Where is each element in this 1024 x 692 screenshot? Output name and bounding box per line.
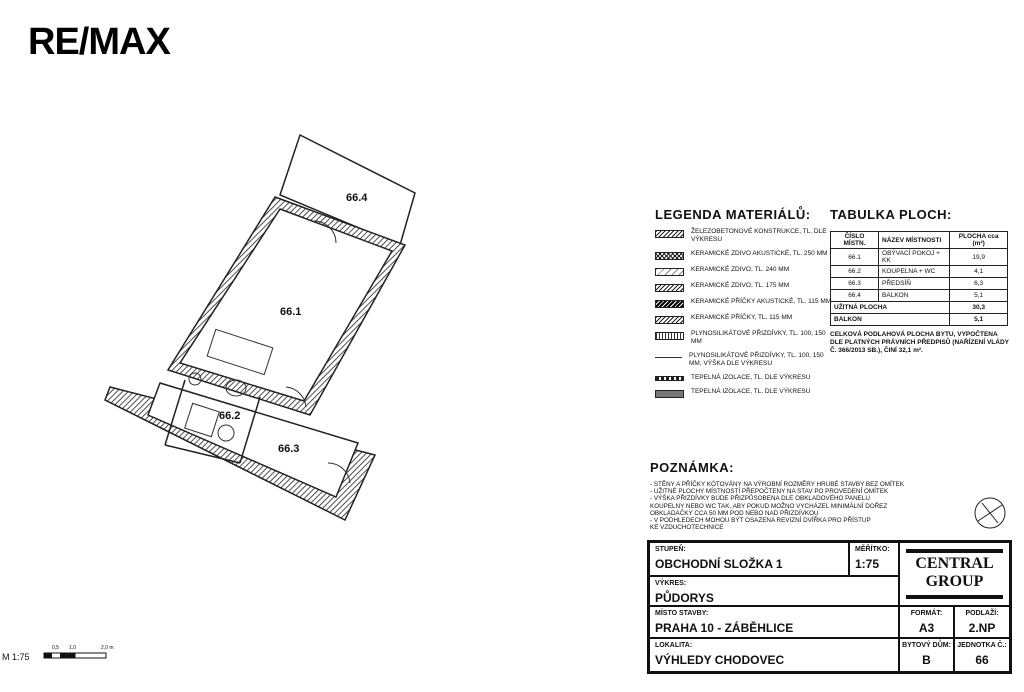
drawing-value: PŮDORYS (655, 591, 714, 605)
company-cell (899, 542, 1010, 606)
legend-item (655, 330, 835, 346)
floor-cell (954, 606, 1010, 638)
legend-item-label: TEPELNÁ IZOLACE, TL. DLE VÝKRESU (691, 374, 811, 381)
legend-swatch (655, 376, 684, 381)
scale-tick: 2,0 m (101, 645, 114, 651)
format-cell (899, 606, 954, 638)
balcony-value: 5,1 (950, 314, 1008, 326)
col-header-area: PLOCHA cca (m²) (950, 232, 1008, 249)
room-name: PŘEDSÍŇ (879, 278, 950, 290)
site-label: MÍSTO STAVBY: (655, 610, 709, 617)
room-label: 66.4 (346, 192, 368, 204)
scale-cell (849, 542, 899, 576)
floor-value: 2.NP (968, 621, 996, 635)
area-table-title: TABULKA PLOCH: (830, 207, 952, 222)
drawing-cell (649, 576, 899, 606)
note-line: - UŽITNÉ PLOCHY MÍSTNOSTÍ PŘEPOČTENY NA STAV PO PROVEDENÍ OMÍTEK (650, 488, 889, 496)
company-name-line2: GROUP (925, 573, 984, 590)
table-row (831, 266, 1008, 278)
balcony-row (831, 314, 1008, 326)
stage-value: OBCHODNÍ SLOŽKA 1 (655, 557, 783, 571)
col-header-number: ČÍSLO MÍSTN. (831, 232, 879, 249)
site-value: PRAHA 10 - ZÁBĚHLICE (655, 621, 794, 635)
balcony-label: BALKON (831, 314, 950, 326)
format-label: FORMÁT: (910, 610, 943, 617)
note-line: - VÝŠKA PŘIZDÍVKY BUDE PŘIZPŮSOBENA DLE OBKLADOVÉHO PANELU (650, 495, 870, 503)
locality-cell (649, 638, 899, 672)
legend-item-label: ŽELEZOBETONOVÉ KONSTRUKCE, TL. DLE VÝKRESU (691, 228, 827, 243)
materials-legend (655, 207, 835, 398)
legend-swatch (655, 300, 684, 308)
legend-item-label: KERAMICKÉ ZDIVO, TL. 175 MM (691, 282, 790, 289)
room-number: 66.2 (831, 266, 879, 278)
scale-tick: 1,0 (69, 645, 76, 651)
building-cell (899, 638, 954, 672)
legend-item (655, 282, 835, 292)
scale-bar (0, 640, 130, 670)
legend-swatch (655, 390, 684, 398)
company-name-line1: CENTRAL (915, 555, 994, 572)
scale-value: 1:75 (855, 557, 880, 571)
legend-item-label: PLYNOSILIKÁTOVÉ PŘIZDÍVKY, TL. 100, 150 MM (691, 330, 826, 345)
room-number: 66.4 (831, 290, 879, 302)
scale-label: MĚŘÍTKO: (855, 546, 890, 553)
floor-label: PODLAŽÍ: (965, 610, 999, 617)
format-value: A3 (918, 621, 935, 635)
room-number: 66.1 (831, 249, 879, 266)
room-name: OBÝVACÍ POKOJ + KK (879, 249, 950, 266)
locality-label: LOKALITA: (655, 642, 693, 649)
stage-label: STUPEŇ: (655, 546, 686, 553)
legend-item (655, 266, 835, 276)
legend-item (655, 298, 835, 308)
legend-item (655, 374, 835, 382)
room-label: 66.3 (278, 443, 300, 455)
note-list (650, 481, 950, 531)
legend-swatch (655, 316, 684, 324)
legend-item (655, 388, 835, 398)
table-header-row (831, 232, 1008, 249)
legend-item-label: PLYNOSILIKÁTOVÉ PŘIZDÍVKY, TL. 100, 150 MM, VÝŠKA DLE VÝKRESU (689, 352, 824, 367)
room-name: BALKON (879, 290, 950, 302)
legend-item (655, 250, 835, 260)
legend-item-label: KERAMICKÉ PŘÍČKY, TL. 115 MM (691, 314, 793, 321)
scale-bar-label: M 1:75 (2, 652, 30, 662)
room-area: 4,1 (950, 266, 1008, 278)
building-label: BYTOVÝ DŮM: (902, 642, 951, 649)
legend-swatch (655, 230, 684, 238)
room-label: 66.1 (280, 306, 302, 318)
room-area: 6,3 (950, 278, 1008, 290)
unit-label: JEDNOTKA Č.: (957, 642, 1007, 649)
room-label: 66.2 (219, 410, 241, 422)
area-table-section (830, 207, 1010, 355)
north-arrow-icon (972, 495, 1008, 531)
total-value: 30,3 (950, 302, 1008, 314)
legend-swatch (655, 357, 682, 358)
room-area: 19,9 (950, 249, 1008, 266)
site-cell (649, 606, 899, 638)
table-row (831, 249, 1008, 266)
scale-tick: 0,5 (52, 645, 59, 651)
legend-item (655, 314, 835, 324)
stage-cell (649, 542, 849, 576)
building-value: B (922, 653, 931, 667)
room-number: 66.3 (831, 278, 879, 290)
company-logo (900, 555, 1009, 591)
legend-items (655, 228, 835, 398)
legend-item (655, 352, 835, 368)
legend-item-label: KERAMICKÉ ZDIVO, TL. 240 MM (691, 266, 790, 273)
total-label: UŽITNÁ PLOCHA (831, 302, 950, 314)
note-title: POZNÁMKA: (650, 460, 734, 475)
legend-swatch (655, 332, 684, 340)
legend-swatch (655, 284, 684, 292)
unit-cell (954, 638, 1010, 672)
table-row (831, 290, 1008, 302)
note-line: KOUPELNY NEBO WC TAK, ABY POKUD MOŽNO VYCHÁZEL MINIMÁLNÍ DOŘEZ (650, 502, 888, 510)
legend-item (655, 228, 835, 244)
legend-item-label: TEPELNÁ IZOLACE, TL. DLE VÝKRESU (691, 388, 811, 395)
note-line: KE VZDUCHOTECHNICE (650, 524, 724, 532)
table-row (831, 278, 1008, 290)
note-line: OBKLADAČKY CCA 50 MM POD NEBO NAD PŘIZDÍVKOU (650, 509, 819, 517)
total-row (831, 302, 1008, 314)
legend-title: LEGENDA MATERIÁLŮ: (655, 207, 811, 222)
floor-plan-drawing (100, 125, 420, 525)
area-table (830, 231, 1008, 326)
legend-swatch (655, 252, 684, 260)
floor-area-note: CELKOVÁ PODLAHOVÁ PLOCHA BYTU, VYPOČTENA DLE PLATNÝCH PRÁVNÍCH PŘEDPISŮ (NAŘÍZENÍ VLÁDY Č. 366/2013 SB.), ČINÍ 32,1 m². (830, 331, 1009, 354)
col-header-name: NÁZEV MÍSTNOSTI (879, 232, 950, 249)
room-area: 5,1 (950, 290, 1008, 302)
room-name: KOUPELNA + WC (879, 266, 950, 278)
remax-logo: RE/MAX (28, 21, 170, 63)
legend-swatch (655, 268, 684, 276)
legend-item-label: KERAMICKÉ PŘÍČKY AKUSTICKÉ, TL. 115 MM (691, 298, 832, 305)
note-section (650, 460, 950, 531)
unit-value: 66 (975, 653, 989, 667)
legend-item-label: KERAMICKÉ ZDIVO AKUSTICKÉ, TL. 250 MM (691, 250, 828, 257)
drawing-label: VÝKRES: (655, 580, 687, 587)
note-line: - V PODHLEDECH MOHOU BÝT OSAZENA REVIZNÍ DVÍŘKA PRO PŘÍSTUP (650, 517, 871, 525)
locality-value: VÝHLEDY CHODOVEC (655, 653, 785, 667)
title-block (647, 540, 1012, 674)
note-line: - STĚNY A PŘÍČKY KÓTOVÁNY NA VÝROBNÍ ROZMĚRY HRUBÉ STAVBY BEZ OMÍTEK (650, 481, 905, 488)
apartment-walls (105, 135, 415, 520)
